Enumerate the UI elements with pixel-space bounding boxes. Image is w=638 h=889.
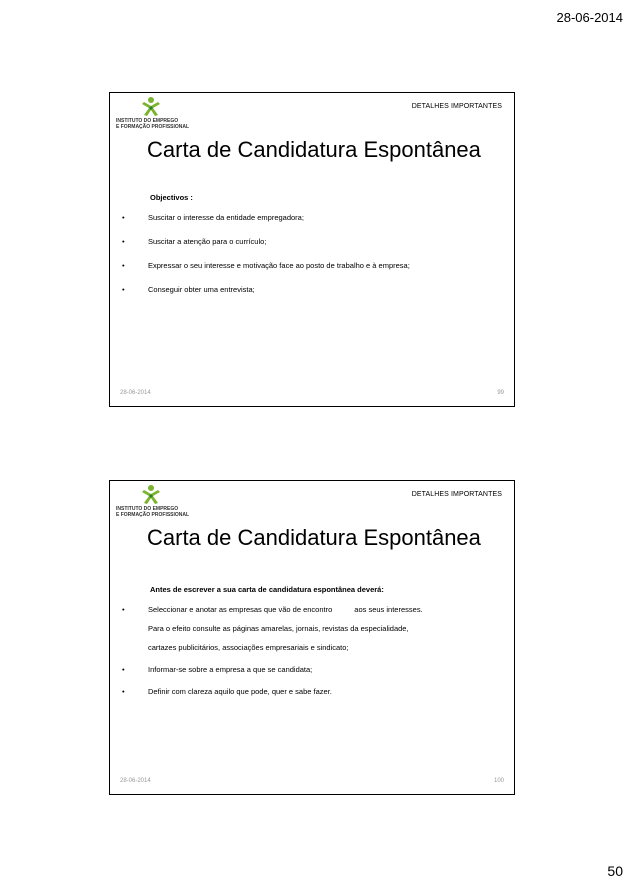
bullet-item	[122, 605, 423, 653]
header-label: DETALHES IMPORTANTES	[411, 491, 502, 498]
bullet-item: • Informar-se sobre a empresa a que se candidata;	[122, 665, 423, 675]
iefp-logo-icon	[116, 97, 190, 133]
slide-footer-number: 99	[497, 390, 504, 396]
bullet-list	[122, 213, 410, 309]
slide-title: Carta de Candidatura Espontânea	[147, 525, 481, 550]
bullet-item: • Definir com clareza aquilo que pode, quer e sabe fazer.	[122, 687, 423, 697]
slide-intro: Objectivos :	[150, 193, 193, 202]
slide-100	[109, 480, 515, 795]
logo-line-1: INSTITUTO DO EMPREGO	[116, 118, 179, 124]
iefp-logo-icon	[116, 485, 190, 521]
logo-line-2: E FORMAÇÃO PROFISSIONAL	[116, 512, 190, 518]
slide-footer-number: 100	[493, 778, 504, 784]
slide-99	[109, 92, 515, 407]
page-number: 50	[607, 863, 623, 879]
header-label: DETALHES IMPORTANTES	[411, 103, 502, 110]
slide-intro: Antes de escrever a sua carta de candidatura espontânea deverá:	[150, 585, 384, 594]
slide-footer-date: 28-06-2014	[120, 778, 151, 784]
bullet-text-part-1: Seleccionar e anotar as empresas que vão de encontro	[148, 605, 333, 614]
bullet-item: • Expressar o seu interesse e motivação face ao posto de trabalho e à empresa;	[122, 261, 410, 285]
logo-line-2: E FORMAÇÃO PROFISSIONAL	[116, 124, 190, 130]
slide-footer-date: 28-06-2014	[120, 390, 151, 396]
bullet-continuation-2: cartazes publicitários, associações empresariais e sindicato;	[148, 643, 349, 652]
bullet-item: • Suscitar o interesse da entidade empregadora;	[122, 213, 410, 237]
bullet-continuation-1: Para o efeito consulte as páginas amarelas, jornais, revistas da especialidade,	[148, 624, 409, 633]
slide-title: Carta de Candidatura Espontânea	[147, 137, 481, 162]
bullet-item: • Suscitar a atenção para o currículo;	[122, 237, 410, 261]
logo-line-1: INSTITUTO DO EMPREGO	[116, 506, 179, 512]
page-date: 28-06-2014	[556, 10, 623, 25]
bullet-item: • Conseguir obter uma entrevista;	[122, 285, 410, 309]
bullet-list	[122, 605, 423, 709]
bullet-text-part-2: aos seus interesses.	[354, 605, 423, 614]
